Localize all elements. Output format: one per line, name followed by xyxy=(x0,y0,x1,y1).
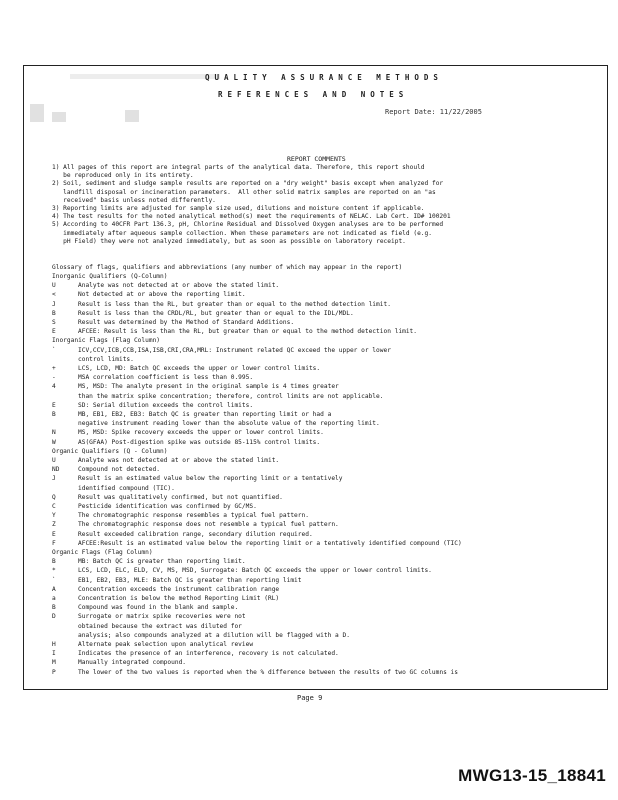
glossary-code: I xyxy=(52,650,56,658)
glossary-code: ND xyxy=(52,466,60,474)
glossary-definition: Concentration exceeds the instrument calibration range xyxy=(78,585,280,593)
report-date: Report Date: 11/22/2005 xyxy=(385,108,482,116)
glossary-code: J xyxy=(52,475,56,483)
header-title: QUALITY ASSURANCE METHODS xyxy=(205,73,443,82)
glossary-code: J xyxy=(52,300,56,308)
comment-line: be reproduced only in its entirety. xyxy=(52,172,194,180)
glossary-code: W xyxy=(52,438,56,446)
glossary-code: B xyxy=(52,309,56,317)
glossary-definition: Result is less than the CRDL/RL, but greater than or equal to the IDL/MDL. xyxy=(78,309,354,317)
glossary-code: a xyxy=(52,595,56,602)
glossary-code: F xyxy=(52,539,56,547)
glossary-code: B xyxy=(52,604,56,612)
comment-line: immediately after aqueous sample collection. When these parameters are not indicated as field (e.g. xyxy=(52,229,432,237)
glossary-code: M xyxy=(52,659,56,667)
glossary-definition: negative instrument reading lower than the absolute value of the reporting limit. xyxy=(78,420,380,428)
glossary-definition: obtained because the extract was diluted for xyxy=(78,622,242,630)
scan-smudge xyxy=(125,110,139,122)
glossary-definition: Indicates the presence of an interference, recovery is not calculated. xyxy=(78,650,339,658)
glossary-definition: Analyte was not detected at or above the stated limit. xyxy=(78,282,280,290)
document-id: MWG13-15_18841 xyxy=(458,766,606,785)
glossary-definition: AS(GFAA) Post-digestion spike was outside 85-115% control limits. xyxy=(78,438,321,446)
glossary-code: S xyxy=(52,319,56,326)
glossary-code: < xyxy=(52,291,56,299)
glossary-title: Glossary of flags, qualifiers and abbreviations (any number of which may appear in the report) xyxy=(52,264,403,271)
glossary-definition: Compound not detected. xyxy=(78,466,160,474)
header-subtitle: REFERENCES AND NOTES xyxy=(218,90,409,99)
glossary-definition: MS, MSD: Spike recovery exceeds the upper or lower control limits. xyxy=(78,429,324,437)
glossary-definition: MS, MSD: The analyte present in the original sample is 4 times greater xyxy=(78,383,339,391)
glossary-definition: Compound was found in the blank and sample. xyxy=(78,604,239,612)
scan-smudge xyxy=(70,74,220,79)
glossary-code: + xyxy=(52,365,56,372)
glossary-code: N xyxy=(52,429,56,437)
glossary-definition: MB: Batch QC is greater than reporting limit. xyxy=(78,558,246,566)
report-comments-title: REPORT COMMENTS xyxy=(287,155,346,163)
glossary-definition: Result is an estimated value below the reporting limit or a tentatively xyxy=(78,475,343,483)
glossary-code: - xyxy=(52,374,56,382)
glossary-definition: LCS, LCD, MD: Batch QC exceeds the upper or lower control limits. xyxy=(78,365,321,372)
glossary-code: B xyxy=(52,411,56,418)
glossary-code: Z xyxy=(52,521,56,529)
glossary-definition: The lower of the two values is reported when the % difference between the results of two GC columns is xyxy=(78,668,458,676)
glossary-definition: Concentration is below the method Reporting Limit (RL) xyxy=(78,595,280,602)
glossary-definition: AFCEE: Result is less than the RL, but greater than or equal to the method detection limit. xyxy=(78,328,417,336)
glossary-section-heading: Inorganic Qualifiers (Q-Column) xyxy=(52,273,168,280)
glossary-code: D xyxy=(52,613,56,621)
glossary-definition: Result is less than the RL, but greater than or equal to the method detection limit. xyxy=(78,300,391,308)
glossary-definition: Result exceeded calibration range, secondary dilution required. xyxy=(78,530,313,538)
glossary-code: E xyxy=(52,530,56,538)
glossary-definition: AFCEE:Result is an estimated value below the reporting limit or a tentatively identified compound (TIC) xyxy=(78,539,462,547)
comment-line: pH Field) they were not analyzed immediately, but as soon as possible on laboratory receipt. xyxy=(52,237,406,245)
glossary-code: P xyxy=(52,668,56,676)
glossary-code: E xyxy=(52,328,56,336)
glossary-code: B xyxy=(52,558,56,566)
glossary-code: 4 xyxy=(52,383,56,391)
glossary-definition: SD: Serial dilution exceeds the control limits. xyxy=(78,401,254,409)
glossary-definition: identified compound (TIC). xyxy=(78,484,175,492)
glossary-code: U xyxy=(52,282,56,290)
comment-line: 4) The test results for the noted analytical method(s) meet the requirements of NELAC. Lab Cert. ID# 100201 xyxy=(52,213,451,221)
glossary-definition: Not detected at or above the reporting limit. xyxy=(78,291,246,299)
comment-line: received" basis unless noted differently. xyxy=(52,196,216,204)
glossary-code: Q xyxy=(52,493,56,501)
glossary-definition: The chromatographic response resembles a typical fuel pattern. xyxy=(78,512,309,520)
glossary-definition: LCS, LCD, ELC, ELD, CV, MS, MSD, Surrogate: Batch QC exceeds the upper or lower control limits. xyxy=(78,567,432,575)
glossary-code: C xyxy=(52,503,56,510)
glossary-code: Y xyxy=(52,512,56,520)
glossary-definition: control limits. xyxy=(78,355,134,363)
glossary-definition: Pesticide identification was confirmed by GC/MS. xyxy=(78,503,257,510)
comment-line: landfill disposal or incineration parameters. All other solid matrix samples are reported on an "as xyxy=(52,188,436,196)
glossary-definition: Manually integrated compound. xyxy=(78,659,187,667)
scan-smudge xyxy=(30,104,44,122)
glossary-definition: Analyte was not detected at or above the stated limit. xyxy=(78,457,280,464)
glossary-definition: Result was qualitatively confirmed, but not quantified. xyxy=(78,493,283,501)
glossary-code: ` xyxy=(52,346,56,354)
glossary-code: E xyxy=(52,401,56,409)
glossary-section-heading: Organic Flags (Flag Column) xyxy=(52,549,153,556)
glossary-definition: ICV,CCV,ICB,CCB,ISA,ISB,CRI,CRA,MRL: Instrument related QC exceed the upper or lower xyxy=(78,346,391,354)
glossary-definition: Surrogate or matrix spike recoveries were not xyxy=(78,613,246,621)
glossary-definition: MSA correlation coefficient is less than 0.995. xyxy=(78,374,254,382)
comment-line: 3) Reporting limits are adjusted for sample size used, dilutions and moisture content if applicable. xyxy=(52,205,425,212)
glossary-definition: Alternate peak selection upon analytical review xyxy=(78,641,254,648)
glossary-code: U xyxy=(52,457,56,464)
glossary-section-heading: Organic Qualifiers (Q - Column) xyxy=(52,447,168,455)
glossary-definition: Result was determined by the Method of Standard Additions. xyxy=(78,319,295,326)
glossary-code: ` xyxy=(52,576,56,584)
glossary-code: * xyxy=(52,567,56,575)
scan-smudge xyxy=(52,112,66,122)
page-number: Page 9 xyxy=(297,694,323,702)
glossary-definition: analysis; also compounds analyzed at a dilution will be flagged with a D. xyxy=(78,631,350,639)
glossary-code: H xyxy=(52,641,56,648)
glossary-definition: MB, EB1, EB2, EB3: Batch QC is greater than reporting limit or had a xyxy=(78,411,332,418)
glossary-definition: than the matrix spike concentration; therefore, control limits are not applicable. xyxy=(78,392,384,400)
comment-line: 1) All pages of this report are integral parts of the analytical data. Therefore, this report should xyxy=(52,164,425,171)
comment-line: 5) According to 40CFR Part 136.3, pH, Chlorine Residual and Dissolved Oxygen analyses are to be performed xyxy=(52,221,444,229)
glossary-code: A xyxy=(52,585,56,593)
comment-line: 2) Soil, sediment and sludge sample results are reported on a "dry weight" basis except when analyzed for xyxy=(52,180,444,188)
glossary-definition: EB1, EB2, EB3, MLE: Batch QC is greater than reporting limit xyxy=(78,576,302,584)
glossary-section-heading: Inorganic Flags (Flag Column) xyxy=(52,337,161,345)
glossary-definition: The chromatographic response does not resemble a typical fuel pattern. xyxy=(78,521,339,529)
